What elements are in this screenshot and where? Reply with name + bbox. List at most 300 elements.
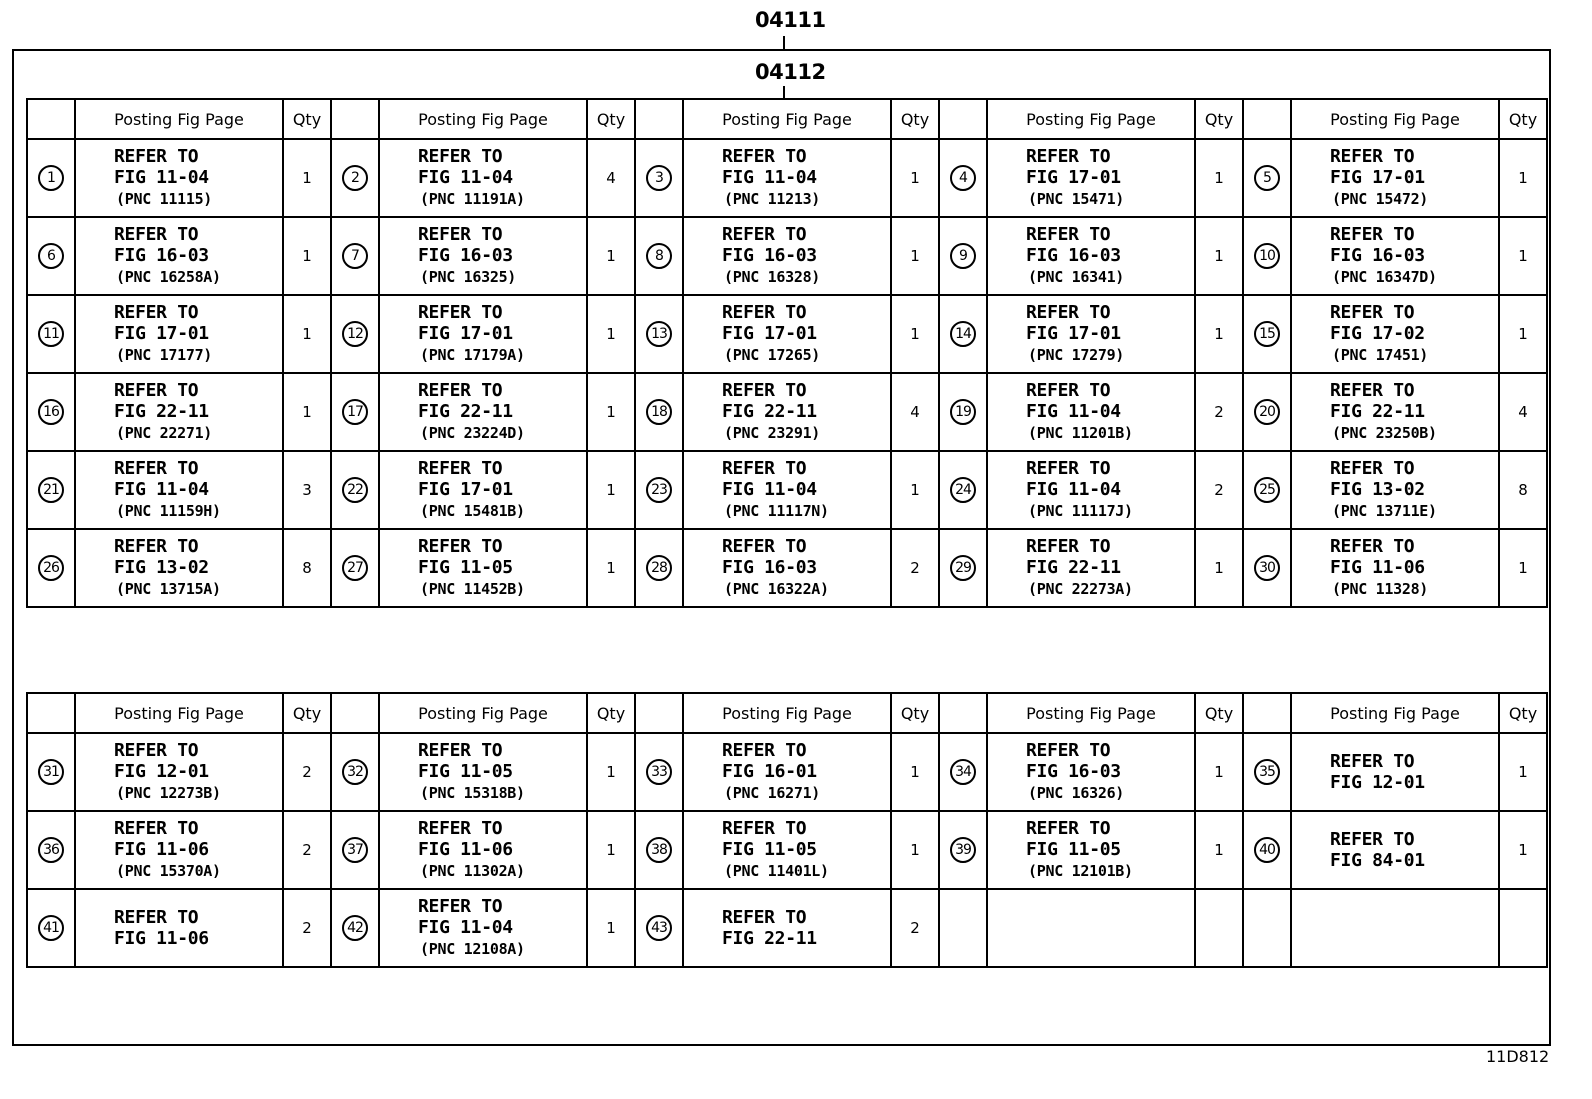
- fig-reference: FIG 12-01: [114, 761, 209, 782]
- pnc-reference: (PNC 15318B): [420, 784, 525, 802]
- refer-to-text: REFER TO: [418, 380, 503, 401]
- callout-cell: [331, 529, 379, 607]
- qty-cell: [891, 529, 939, 607]
- qty-cell: [587, 811, 635, 889]
- qty-cell: [891, 373, 939, 451]
- item-callout-number: 29: [950, 555, 976, 581]
- refer-to-text: REFER TO: [1026, 458, 1111, 479]
- fig-reference: FIG 11-06: [114, 928, 209, 949]
- pnc-reference: (PNC 11117N): [724, 502, 829, 520]
- qty-cell: [283, 217, 331, 295]
- fig-reference: FIG 16-03: [1026, 245, 1121, 266]
- pnc-reference: (PNC 11201B): [1028, 424, 1133, 442]
- item-callout-number: 4: [950, 165, 976, 191]
- item-callout-number: 14: [950, 321, 976, 347]
- fig-reference: FIG 17-01: [114, 323, 209, 344]
- qty-value: 1: [1214, 763, 1224, 781]
- header-blank-cell: [939, 693, 987, 733]
- reference-cell: [75, 733, 283, 811]
- reference-cell: [1291, 373, 1499, 451]
- fig-reference: FIG 16-03: [1330, 245, 1425, 266]
- qty-cell: [283, 451, 331, 529]
- fig-reference: FIG 16-03: [1026, 761, 1121, 782]
- fig-reference: FIG 11-06: [418, 839, 513, 860]
- qty-value: 1: [910, 247, 920, 265]
- header-qty: Qty: [891, 693, 939, 733]
- fig-reference: FIG 17-01: [1330, 167, 1425, 188]
- pnc-reference: (PNC 11115): [116, 190, 213, 208]
- qty-value: 1: [606, 481, 616, 499]
- pnc-reference: (PNC 17451): [1332, 346, 1429, 364]
- item-callout-number: 7: [342, 243, 368, 269]
- reference-cell: [987, 139, 1195, 217]
- refer-to-text: REFER TO: [722, 302, 807, 323]
- pnc-reference: (PNC 13715A): [116, 580, 221, 598]
- fig-reference: FIG 11-04: [418, 917, 513, 938]
- header-posting-fig-page: Posting Fig Page: [987, 693, 1195, 733]
- refer-to-text: REFER TO: [114, 380, 199, 401]
- item-callout-number: 18: [646, 399, 672, 425]
- qty-value: 1: [910, 841, 920, 859]
- header-posting-fig-page: Posting Fig Page: [683, 99, 891, 139]
- callout-cell: [939, 451, 987, 529]
- item-callout-number: 40: [1254, 837, 1280, 863]
- refer-to-text: REFER TO: [114, 740, 199, 761]
- callout-cell: [939, 889, 987, 967]
- reference-cell: [75, 529, 283, 607]
- refer-to-text: REFER TO: [114, 818, 199, 839]
- fig-reference: FIG 11-04: [418, 167, 513, 188]
- item-callout-number: 34: [950, 759, 976, 785]
- pnc-reference: (PNC 11213): [724, 190, 821, 208]
- qty-cell: [1195, 811, 1243, 889]
- fig-reference: FIG 22-11: [722, 401, 817, 422]
- reference-cell: [75, 451, 283, 529]
- reference-cell: [683, 811, 891, 889]
- header-blank-cell: [331, 99, 379, 139]
- pnc-reference: (PNC 17179A): [420, 346, 525, 364]
- reference-cell: [683, 529, 891, 607]
- fig-reference: FIG 12-01: [1330, 772, 1425, 793]
- header-qty: Qty: [1195, 693, 1243, 733]
- callout-cell: [27, 373, 75, 451]
- item-callout-number: 39: [950, 837, 976, 863]
- reference-cell: [379, 139, 587, 217]
- fig-reference: FIG 11-06: [1330, 557, 1425, 578]
- callout-cell: [27, 529, 75, 607]
- qty-cell: [1499, 529, 1547, 607]
- pnc-reference: (PNC 12101B): [1028, 862, 1133, 880]
- qty-value: 4: [1518, 403, 1528, 421]
- qty-cell: [891, 217, 939, 295]
- callout-cell: [331, 373, 379, 451]
- qty-cell: [283, 889, 331, 967]
- qty-value: 1: [1518, 559, 1528, 577]
- qty-cell: [283, 529, 331, 607]
- drawing-reference-code: 11D812: [1486, 1047, 1550, 1066]
- fig-reference: FIG 11-05: [722, 839, 817, 860]
- qty-cell: [891, 889, 939, 967]
- qty-cell: [1499, 295, 1547, 373]
- qty-value: 3: [302, 481, 312, 499]
- qty-value: 1: [302, 169, 312, 187]
- header-qty: Qty: [283, 693, 331, 733]
- refer-to-text: REFER TO: [1330, 224, 1415, 245]
- reference-cell: [379, 451, 587, 529]
- refer-to-text: REFER TO: [1026, 818, 1111, 839]
- reference-cell: [987, 529, 1195, 607]
- fig-reference: FIG 11-05: [418, 761, 513, 782]
- reference-cell: [1291, 139, 1499, 217]
- callout-cell: [939, 811, 987, 889]
- fig-reference: FIG 16-03: [418, 245, 513, 266]
- callout-cell: [635, 295, 683, 373]
- fig-reference: FIG 16-01: [722, 761, 817, 782]
- pnc-reference: (PNC 22273A): [1028, 580, 1133, 598]
- item-callout-number: 13: [646, 321, 672, 347]
- qty-value: 8: [1518, 481, 1528, 499]
- assembly-code-04111: 04111: [755, 8, 826, 32]
- fig-reference: FIG 11-04: [722, 167, 817, 188]
- header-qty: Qty: [1195, 99, 1243, 139]
- pnc-reference: (PNC 11117J): [1028, 502, 1133, 520]
- fig-reference: FIG 11-04: [722, 479, 817, 500]
- qty-value: 1: [1518, 841, 1528, 859]
- table-row: [27, 529, 1547, 607]
- item-callout-number: 19: [950, 399, 976, 425]
- refer-to-text: REFER TO: [1330, 751, 1415, 772]
- header-posting-fig-page: Posting Fig Page: [75, 693, 283, 733]
- reference-cell: [683, 373, 891, 451]
- fig-reference: FIG 11-05: [418, 557, 513, 578]
- header-qty: Qty: [1499, 693, 1547, 733]
- pnc-reference: (PNC 11452B): [420, 580, 525, 598]
- item-callout-number: 43: [646, 915, 672, 941]
- qty-value: 2: [1214, 481, 1224, 499]
- reference-cell: [683, 733, 891, 811]
- qty-value: 1: [1214, 325, 1224, 343]
- fig-reference: FIG 11-04: [114, 479, 209, 500]
- reference-cell: [75, 139, 283, 217]
- table-row: [27, 373, 1547, 451]
- reference-cell: [683, 451, 891, 529]
- refer-to-text: REFER TO: [1026, 536, 1111, 557]
- qty-value: 1: [302, 403, 312, 421]
- pnc-reference: (PNC 15370A): [116, 862, 221, 880]
- refer-to-text: REFER TO: [1330, 380, 1415, 401]
- callout-cell: [1243, 733, 1291, 811]
- qty-cell: [283, 733, 331, 811]
- callout-cell: [331, 295, 379, 373]
- reference-cell: [683, 295, 891, 373]
- pnc-reference: (PNC 23291): [724, 424, 821, 442]
- callout-cell: [27, 295, 75, 373]
- fig-reference: FIG 22-11: [1330, 401, 1425, 422]
- qty-cell: [891, 139, 939, 217]
- reference-cell: [75, 295, 283, 373]
- item-callout-number: 15: [1254, 321, 1280, 347]
- reference-cell: [987, 811, 1195, 889]
- qty-cell: [587, 217, 635, 295]
- pnc-reference: (PNC 13711E): [1332, 502, 1437, 520]
- header-blank-cell: [1243, 693, 1291, 733]
- qty-cell: [1195, 733, 1243, 811]
- qty-value: 1: [606, 403, 616, 421]
- fig-reference: FIG 22-11: [722, 928, 817, 949]
- pnc-reference: (PNC 22271): [116, 424, 213, 442]
- qty-cell: [1195, 139, 1243, 217]
- callout-cell: [635, 139, 683, 217]
- refer-to-text: REFER TO: [418, 536, 503, 557]
- fig-reference: FIG 22-11: [114, 401, 209, 422]
- callout-cell: [1243, 451, 1291, 529]
- item-callout-number: 6: [38, 243, 64, 269]
- qty-cell: [587, 373, 635, 451]
- refer-to-text: REFER TO: [418, 458, 503, 479]
- item-callout-number: 2: [342, 165, 368, 191]
- item-callout-number: 21: [38, 477, 64, 503]
- pnc-reference: (PNC 11328): [1332, 580, 1429, 598]
- fig-reference: FIG 13-02: [1330, 479, 1425, 500]
- reference-cell: [379, 217, 587, 295]
- pnc-reference: (PNC 11159H): [116, 502, 221, 520]
- qty-value: 2: [1214, 403, 1224, 421]
- item-callout-number: 32: [342, 759, 368, 785]
- fig-reference: FIG 16-03: [722, 245, 817, 266]
- fig-reference: FIG 17-01: [1026, 323, 1121, 344]
- item-callout-number: 12: [342, 321, 368, 347]
- pnc-reference: (PNC 16322A): [724, 580, 829, 598]
- item-callout-number: 35: [1254, 759, 1280, 785]
- table-header-row: [27, 693, 1547, 733]
- item-callout-number: 24: [950, 477, 976, 503]
- qty-value: 1: [910, 169, 920, 187]
- qty-value: 2: [910, 919, 920, 937]
- reference-cell: [987, 733, 1195, 811]
- refer-to-text: REFER TO: [722, 380, 807, 401]
- assembly-code-04112: 04112: [755, 60, 826, 84]
- item-callout-number: 5: [1254, 165, 1280, 191]
- callout-cell: [1243, 811, 1291, 889]
- reference-cell: [1291, 529, 1499, 607]
- refer-to-text: REFER TO: [1026, 224, 1111, 245]
- reference-cell: [379, 733, 587, 811]
- qty-value: 1: [1518, 763, 1528, 781]
- callout-cell: [331, 889, 379, 967]
- pnc-reference: (PNC 17177): [116, 346, 213, 364]
- item-callout-number: 25: [1254, 477, 1280, 503]
- refer-to-text: REFER TO: [418, 740, 503, 761]
- fig-reference: FIG 11-05: [1026, 839, 1121, 860]
- callout-cell: [27, 451, 75, 529]
- callout-cell: [635, 811, 683, 889]
- header-blank-cell: [331, 693, 379, 733]
- qty-value: 8: [302, 559, 312, 577]
- pnc-reference: (PNC 12273B): [116, 784, 221, 802]
- header-blank-cell: [27, 99, 75, 139]
- callout-cell: [27, 217, 75, 295]
- reference-cell: [683, 889, 891, 967]
- callout-cell: [1243, 889, 1291, 967]
- header-posting-fig-page: Posting Fig Page: [75, 99, 283, 139]
- item-callout-number: 31: [38, 759, 64, 785]
- table-row: [27, 451, 1547, 529]
- item-callout-number: 9: [950, 243, 976, 269]
- qty-value: 1: [606, 325, 616, 343]
- callout-cell: [331, 217, 379, 295]
- reference-cell: [75, 217, 283, 295]
- qty-cell: [283, 295, 331, 373]
- header-posting-fig-page: Posting Fig Page: [1291, 693, 1499, 733]
- fig-reference: FIG 17-01: [418, 479, 513, 500]
- qty-value: 1: [1214, 559, 1224, 577]
- fig-reference: FIG 11-04: [114, 167, 209, 188]
- item-callout-number: 23: [646, 477, 672, 503]
- refer-to-text: REFER TO: [114, 302, 199, 323]
- refer-to-text: REFER TO: [1330, 458, 1415, 479]
- callout-cell: [1243, 295, 1291, 373]
- refer-to-text: REFER TO: [1330, 829, 1415, 850]
- header-qty: Qty: [1499, 99, 1547, 139]
- qty-cell: [283, 373, 331, 451]
- qty-cell: [1499, 811, 1547, 889]
- refer-to-text: REFER TO: [722, 146, 807, 167]
- table-row: [27, 139, 1547, 217]
- qty-cell: [1195, 529, 1243, 607]
- qty-value: 1: [1214, 247, 1224, 265]
- callout-cell: [27, 889, 75, 967]
- refer-to-text: REFER TO: [722, 224, 807, 245]
- header-posting-fig-page: Posting Fig Page: [683, 693, 891, 733]
- qty-value: 1: [606, 919, 616, 937]
- reference-cell: [987, 451, 1195, 529]
- reference-cell: [683, 217, 891, 295]
- reference-cell: [1291, 217, 1499, 295]
- reference-cell: [1291, 295, 1499, 373]
- item-callout-number: 27: [342, 555, 368, 581]
- callout-cell: [1243, 139, 1291, 217]
- qty-value: 1: [606, 763, 616, 781]
- refer-to-text: REFER TO: [1026, 146, 1111, 167]
- header-posting-fig-page: Posting Fig Page: [379, 693, 587, 733]
- item-callout-number: 11: [38, 321, 64, 347]
- header-posting-fig-page: Posting Fig Page: [1291, 99, 1499, 139]
- refer-to-text: REFER TO: [114, 458, 199, 479]
- reference-cell: [1291, 733, 1499, 811]
- header-qty: Qty: [587, 99, 635, 139]
- callout-cell: [1243, 373, 1291, 451]
- reference-cell: [379, 295, 587, 373]
- refer-to-text: REFER TO: [722, 907, 807, 928]
- leader-line-04111: [783, 36, 785, 49]
- callout-cell: [331, 811, 379, 889]
- header-blank-cell: [635, 99, 683, 139]
- fig-reference: FIG 16-03: [722, 557, 817, 578]
- qty-cell: [1499, 139, 1547, 217]
- reference-cell: [379, 811, 587, 889]
- qty-cell: [1499, 373, 1547, 451]
- qty-cell: [1195, 373, 1243, 451]
- qty-value: 4: [910, 403, 920, 421]
- item-callout-number: 36: [38, 837, 64, 863]
- callout-cell: [331, 451, 379, 529]
- pnc-reference: (PNC 11401L): [724, 862, 829, 880]
- qty-value: 1: [302, 247, 312, 265]
- item-callout-number: 20: [1254, 399, 1280, 425]
- table-row: [27, 733, 1547, 811]
- fig-reference: FIG 13-02: [114, 557, 209, 578]
- reference-cell: [1291, 889, 1499, 967]
- reference-cell: [987, 217, 1195, 295]
- header-posting-fig-page: Posting Fig Page: [987, 99, 1195, 139]
- callout-cell: [27, 811, 75, 889]
- qty-value: 2: [910, 559, 920, 577]
- fig-reference: FIG 11-04: [1026, 479, 1121, 500]
- qty-cell: [1195, 889, 1243, 967]
- table-row: [27, 889, 1547, 967]
- qty-value: 1: [910, 481, 920, 499]
- qty-cell: [1499, 889, 1547, 967]
- reference-cell: [1291, 811, 1499, 889]
- header-blank-cell: [635, 693, 683, 733]
- table-header-row: [27, 99, 1547, 139]
- reference-cell: [75, 889, 283, 967]
- item-callout-number: 33: [646, 759, 672, 785]
- header-blank-cell: [939, 99, 987, 139]
- item-callout-number: 16: [38, 399, 64, 425]
- item-callout-number: 37: [342, 837, 368, 863]
- qty-cell: [1195, 451, 1243, 529]
- item-callout-number: 28: [646, 555, 672, 581]
- fig-reference: FIG 11-06: [114, 839, 209, 860]
- callout-cell: [939, 139, 987, 217]
- item-callout-number: 30: [1254, 555, 1280, 581]
- pnc-reference: (PNC 16271): [724, 784, 821, 802]
- callout-cell: [27, 139, 75, 217]
- refer-to-text: REFER TO: [114, 907, 199, 928]
- fig-reference: FIG 84-01: [1330, 850, 1425, 871]
- fig-reference: FIG 22-11: [1026, 557, 1121, 578]
- qty-value: 1: [910, 325, 920, 343]
- refer-to-text: REFER TO: [1330, 302, 1415, 323]
- reference-cell: [987, 295, 1195, 373]
- reference-cell: [379, 889, 587, 967]
- qty-value: 1: [606, 559, 616, 577]
- reference-cell: [379, 529, 587, 607]
- pnc-reference: (PNC 23224D): [420, 424, 525, 442]
- callout-cell: [27, 733, 75, 811]
- callout-cell: [939, 217, 987, 295]
- qty-cell: [587, 529, 635, 607]
- qty-value: 1: [606, 841, 616, 859]
- reference-cell: [1291, 451, 1499, 529]
- refer-to-text: REFER TO: [1330, 146, 1415, 167]
- item-callout-number: 38: [646, 837, 672, 863]
- refer-to-text: REFER TO: [1026, 302, 1111, 323]
- qty-cell: [283, 811, 331, 889]
- qty-value: 1: [1214, 169, 1224, 187]
- item-callout-number: 3: [646, 165, 672, 191]
- header-qty: Qty: [283, 99, 331, 139]
- pnc-reference: (PNC 16258A): [116, 268, 221, 286]
- table-row: [27, 295, 1547, 373]
- fig-reference: FIG 11-04: [1026, 401, 1121, 422]
- refer-to-text: REFER TO: [722, 740, 807, 761]
- refer-to-text: REFER TO: [114, 224, 199, 245]
- header-qty: Qty: [587, 693, 635, 733]
- parts-table-upper: [26, 98, 1548, 608]
- qty-cell: [587, 139, 635, 217]
